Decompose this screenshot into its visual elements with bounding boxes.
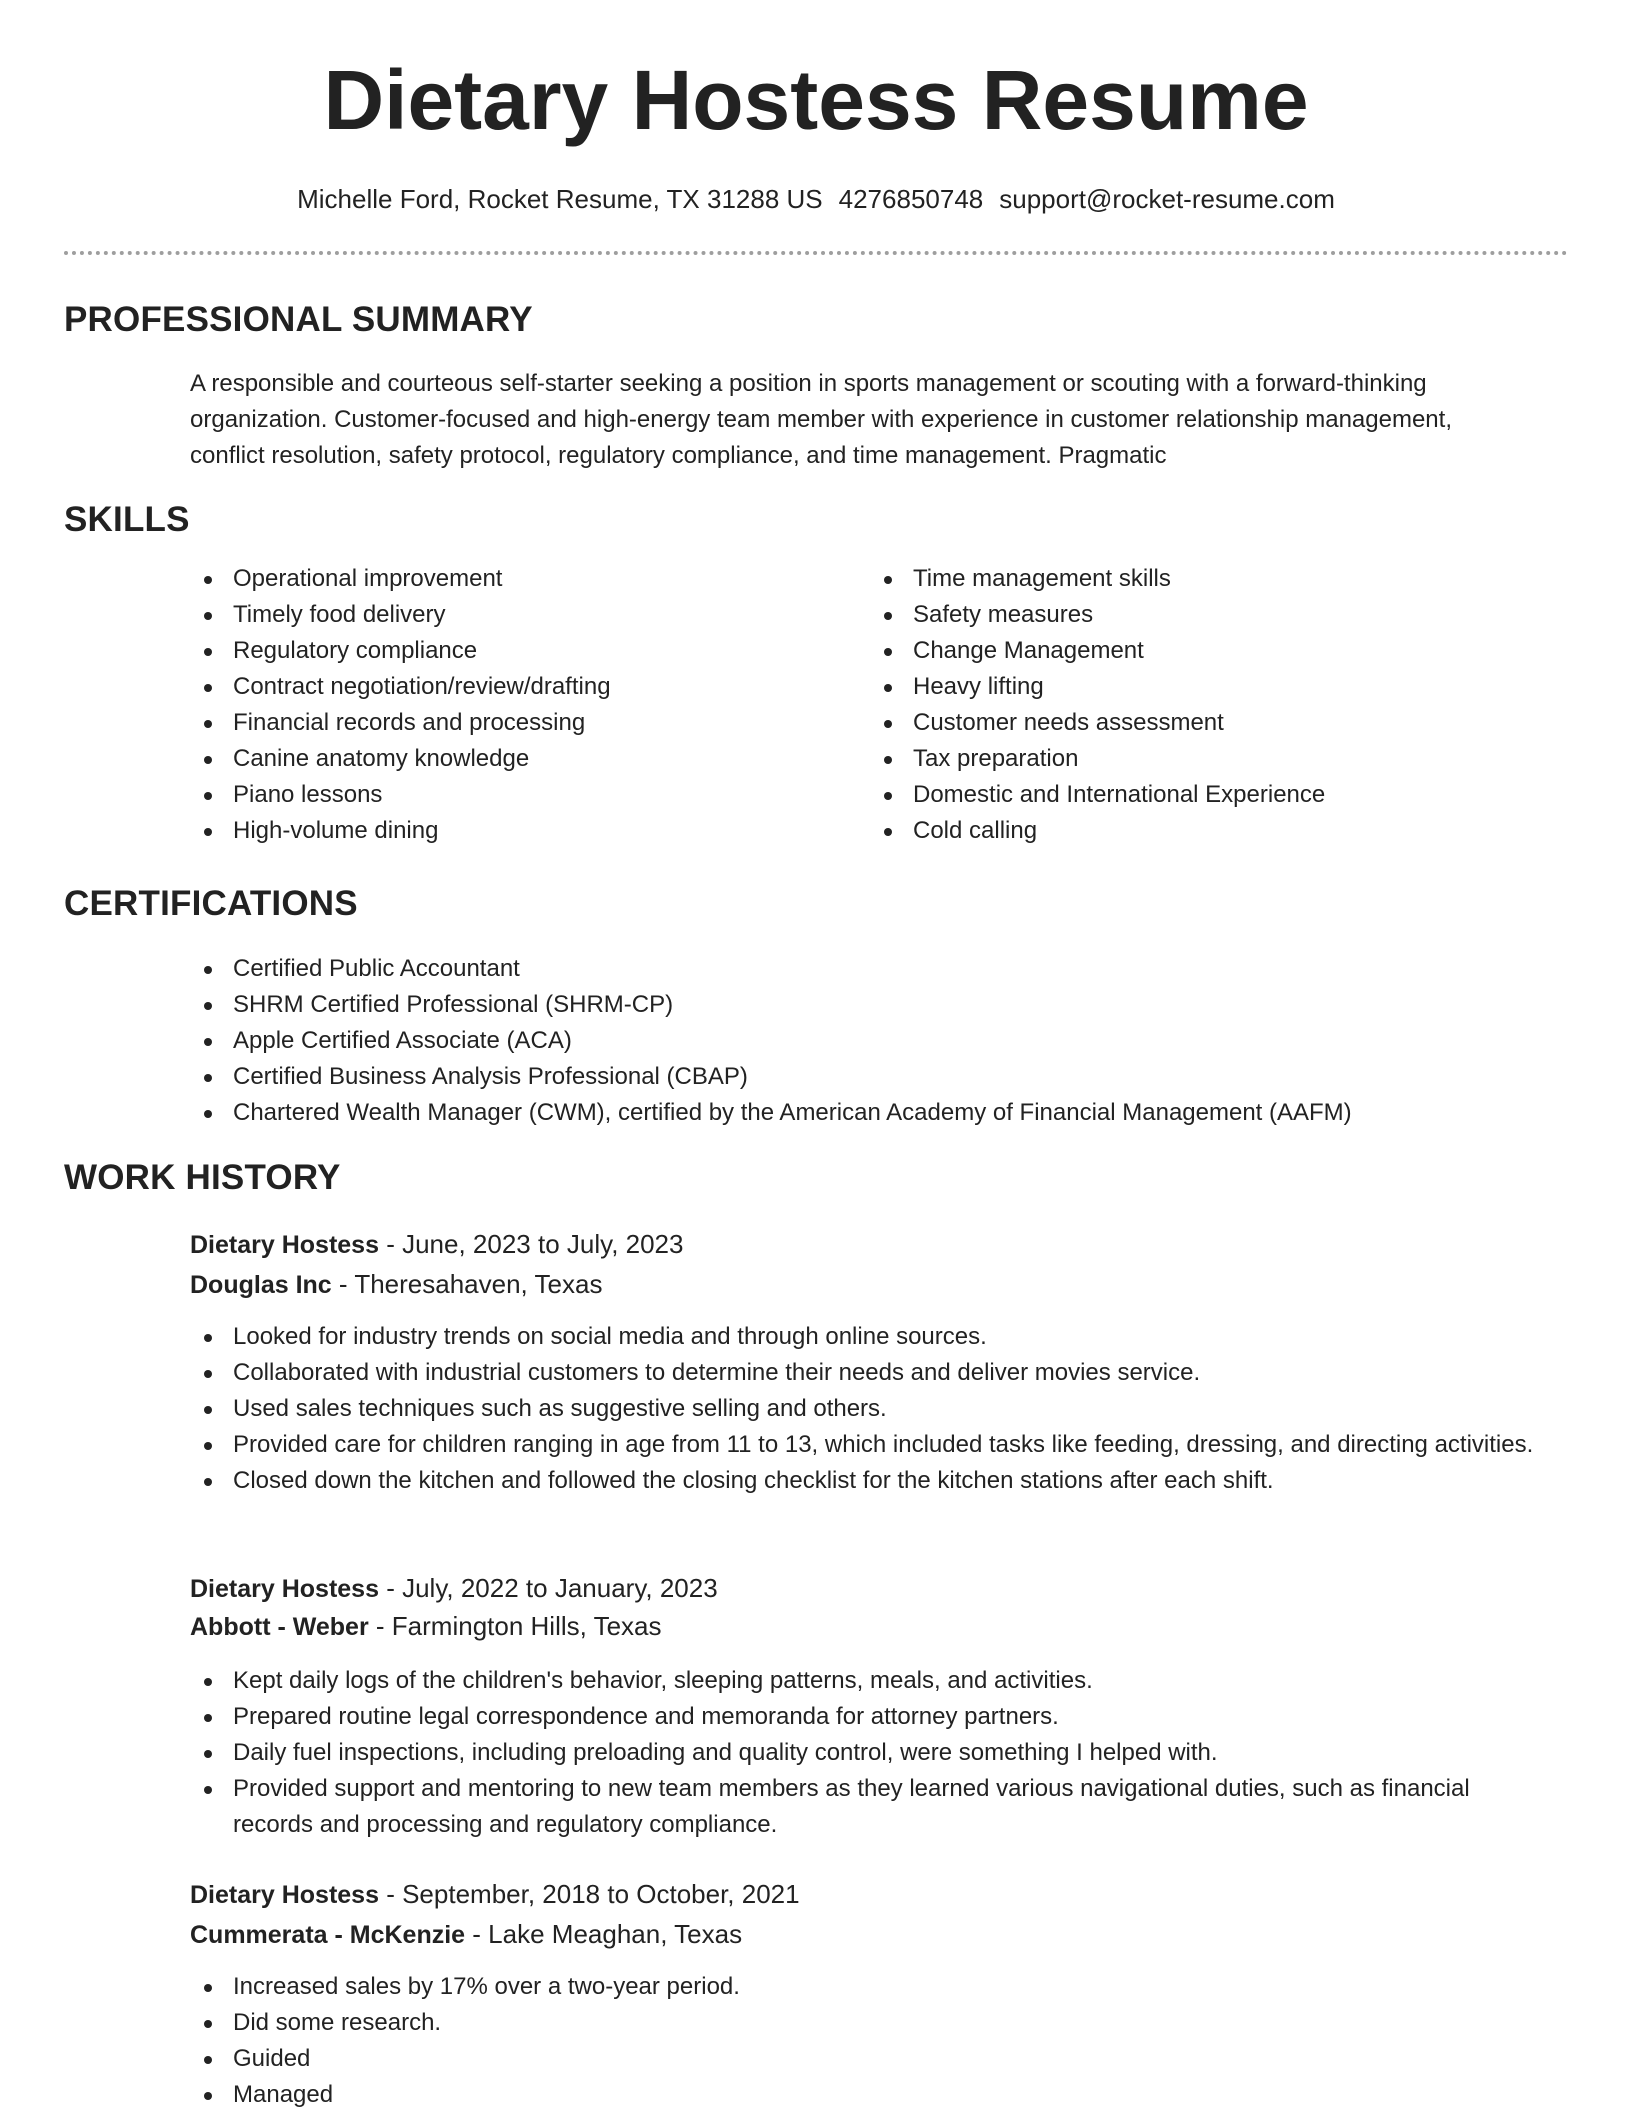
skills-list-right — [870, 561, 1550, 849]
job-title: Dietary Hostess — [190, 1231, 379, 1259]
list-item: Guided — [190, 2041, 1550, 2077]
work-history-heading: WORK HISTORY — [64, 1158, 341, 1197]
list-item: Timely food delivery — [190, 597, 830, 633]
job-location: - Theresahaven, Texas — [331, 1269, 603, 1299]
job-dates: - June, 2023 to July, 2023 — [378, 1229, 684, 1259]
list-item: Kept daily logs of the children's behavior, sleeping patterns, meals, and activities. — [190, 1663, 1550, 1699]
resume-title: Dietary Hostess Resume — [323, 53, 1309, 147]
job-title: Dietary Hostess — [190, 1575, 379, 1603]
header-divider — [64, 251, 1568, 255]
job-company: Cummerata - McKenzie — [190, 1921, 466, 1949]
contact-line — [0, 184, 1632, 214]
list-item: Did some research. — [190, 2005, 1550, 2041]
list-item: Customer needs assessment — [870, 705, 1550, 741]
list-item: Safety measures — [870, 597, 1550, 633]
list-item: Closed down the kitchen and followed the closing checklist for the kitchen stations after each shift. — [190, 1463, 1550, 1499]
summary-text: A responsible and courteous self-starter seeking a position in sports management or scouting with a forward-thinking organization. Customer-focused and high-energy team member with experience in customer relationship management, conflict resolution, safety protocol, regulatory compliance, and time management. Pragmatic — [190, 370, 1452, 469]
list-item: Collaborated with industrial customers to determine their needs and deliver movies service. — [190, 1355, 1550, 1391]
list-item: Financial records and processing — [190, 705, 830, 741]
list-item: Increased sales by 17% over a two-year period. — [190, 1969, 1550, 2005]
list-item: Tax preparation — [870, 741, 1550, 777]
list-item: Regulatory compliance — [190, 633, 830, 669]
contact-phone: 4276850748 — [838, 184, 984, 214]
job-company: Abbott - Weber — [190, 1613, 369, 1641]
list-item: Change Management — [870, 633, 1550, 669]
list-item: Heavy lifting — [870, 669, 1550, 705]
job-company: Douglas Inc — [190, 1271, 332, 1299]
list-item: Cold calling — [870, 813, 1550, 849]
list-item: Provided care for children ranging in age from 11 to 13, which included tasks like feeding, dressing, and directing activities. — [190, 1427, 1550, 1463]
list-item: High-volume dining — [190, 813, 830, 849]
list-item: Contract negotiation/review/drafting — [190, 669, 830, 705]
job-company-line — [190, 1266, 602, 1303]
list-item: Prepared routine legal correspondence and memoranda for attorney partners. — [190, 1699, 1550, 1735]
job-title-line — [190, 1876, 800, 1913]
list-item: Operational improvement — [190, 561, 830, 597]
list-item: Looked for industry trends on social media and through online sources. — [190, 1319, 1550, 1355]
job-dates: - July, 2022 to January, 2023 — [378, 1573, 718, 1603]
list-item: Apple Certified Associate (ACA) — [190, 1023, 1550, 1059]
job-duties-list — [190, 1319, 1550, 1499]
list-item: Piano lessons — [190, 777, 830, 813]
list-item: Daily fuel inspections, including preloading and quality control, were something I helped with. — [190, 1735, 1550, 1771]
job-company-line — [190, 1916, 742, 1953]
skills-heading: SKILLS — [64, 500, 190, 539]
list-item: Chartered Wealth Manager (CWM), certified by the American Academy of Financial Management (AAFM) — [190, 1095, 1550, 1131]
list-item: Certified Business Analysis Professional (CBAP) — [190, 1059, 1550, 1095]
list-item: Managed — [190, 2077, 1550, 2113]
job-location: - Lake Meaghan, Texas — [465, 1919, 743, 1949]
certifications-heading: CERTIFICATIONS — [64, 884, 358, 923]
list-item: SHRM Certified Professional (SHRM-CP) — [190, 987, 1550, 1023]
job-title: Dietary Hostess — [190, 1881, 379, 1909]
certifications-list — [190, 951, 1550, 1131]
job-location: - Farmington Hills, Texas — [368, 1611, 662, 1641]
job-company-line — [190, 1608, 662, 1645]
summary-heading: PROFESSIONAL SUMMARY — [64, 300, 533, 339]
list-item: Time management skills — [870, 561, 1550, 597]
job-duties-list — [190, 1663, 1550, 1843]
list-item: Used sales techniques such as suggestive selling and others. — [190, 1391, 1550, 1427]
list-item: Domestic and International Experience — [870, 777, 1550, 813]
job-title-line — [190, 1570, 718, 1607]
job-duties-list — [190, 1969, 1550, 2113]
job-dates: - September, 2018 to October, 2021 — [378, 1879, 800, 1909]
list-item: Certified Public Accountant — [190, 951, 1550, 987]
job-title-line — [190, 1226, 683, 1263]
contact-email: support@rocket-resume.com — [999, 184, 1335, 214]
list-item: Canine anatomy knowledge — [190, 741, 830, 777]
skills-list-left — [190, 561, 830, 849]
list-item: Provided support and mentoring to new team members as they learned various navigational duties, such as financial records and processing and regulatory compliance. — [190, 1771, 1550, 1843]
contact-address: Michelle Ford, Rocket Resume, TX 31288 US — [297, 184, 823, 214]
